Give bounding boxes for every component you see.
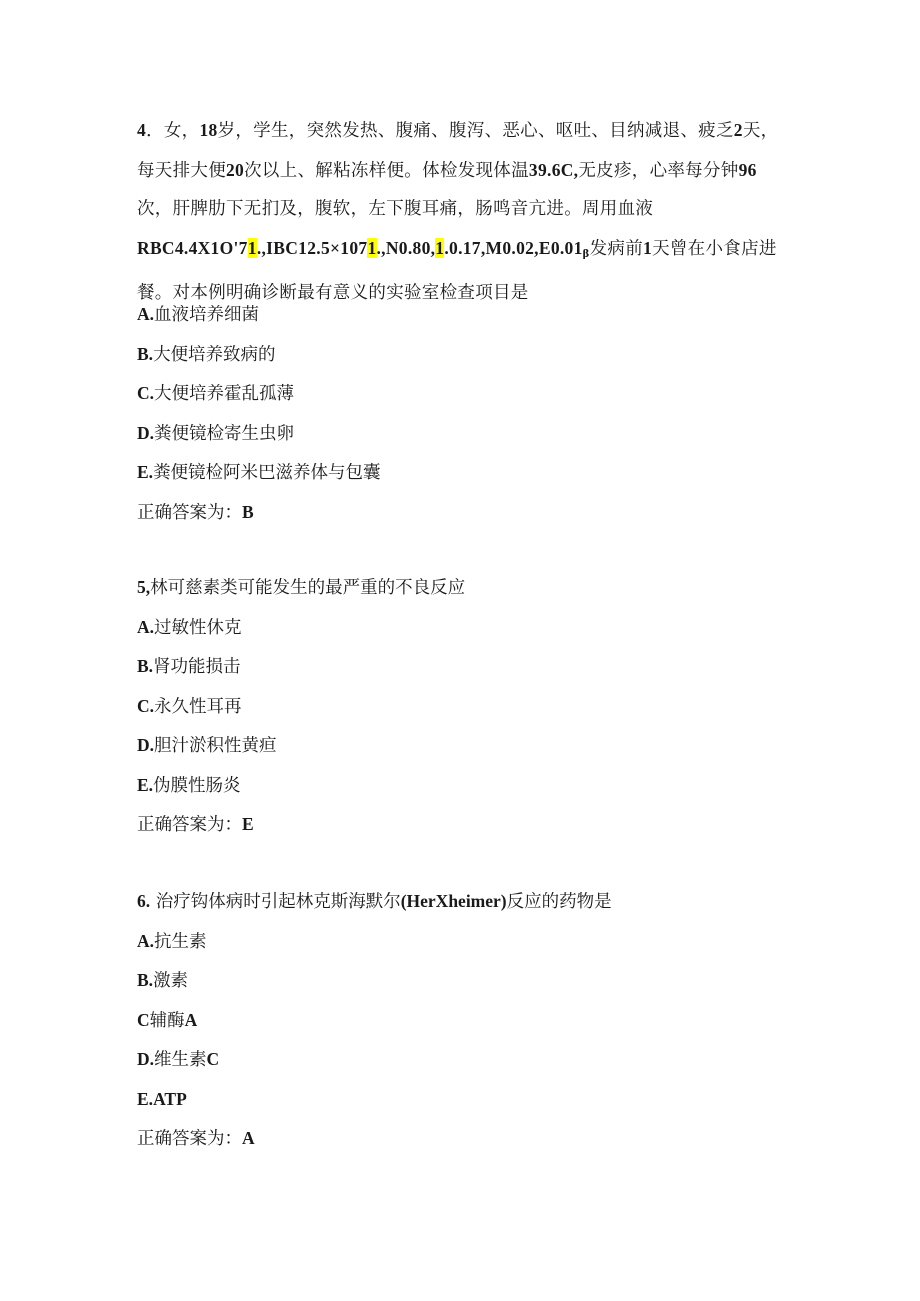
- option-a: A.血液培养细菌: [137, 304, 260, 325]
- option-c: C.大便培养霍乱孤薄: [137, 383, 295, 404]
- option-e: E.粪便镜检阿米巴滋养体与包囊: [137, 462, 381, 483]
- option-d: D.维生素C: [137, 1049, 220, 1070]
- answer-value: B: [242, 501, 254, 522]
- question-5: [137, 568, 787, 845]
- answer-line: 正确答案为：B: [137, 501, 254, 523]
- option-c: C辅酶A: [137, 1009, 198, 1031]
- highlight-mark: 1: [247, 237, 257, 258]
- option-e: E.ATP: [137, 1088, 187, 1109]
- option-e: E.伪膜性肠炎: [137, 774, 241, 796]
- answer-line: 正确答案为：A: [137, 1128, 255, 1149]
- option-d: D.胆汁淤积性黄疸: [137, 735, 277, 756]
- answer-line: 正确答案为：E: [137, 814, 254, 835]
- question-number: 4: [137, 120, 147, 140]
- highlight-mark: 1: [367, 237, 377, 258]
- question-4-stem: 4．女，18岁，学生，突然发热、腹痛、腹泻、恶心、呕吐、目纳减退、疲乏2天，每天排大便20次以上、解粘冻样便。体检发现体温39.6C,无皮疹，心率每分钟96次，肝脾肋下无扪及，腹软，左下腹耳痛，肠鸣音亢进。周用血液 $RBC4.4X1O'71.,IBC12.5\times 1071.,N0.80,1.0.17,M0.02,E0.01_\beta$发病前1天曾在小食店进餐。对本例明确诊断最有意义的实验室检查项目是: [137, 120, 779, 303]
- option-b: B.肾功能损击: [137, 656, 241, 677]
- question-4: [137, 111, 787, 313]
- question-4-options: [137, 295, 787, 532]
- question-6-stem: 6. 治疗钩体病时引起林克斯海默尔(HerXheimer)反应的药物是: [137, 891, 612, 912]
- question-number: 6.: [137, 891, 151, 911]
- option-a: A.过敏性休克: [137, 616, 242, 638]
- question-number: 5,: [137, 577, 151, 597]
- answer-value: A: [242, 1128, 255, 1148]
- question-5-stem: 5,林可慈素类可能发生的最严重的不良反应: [137, 577, 466, 598]
- option-b: B.大便培养致病的: [137, 343, 276, 365]
- option-a: A.抗生素: [137, 930, 207, 952]
- highlight-mark: 1: [435, 237, 445, 258]
- answer-value: E: [242, 814, 254, 834]
- option-b: B.激素: [137, 970, 189, 991]
- option-c: C.永久性耳再: [137, 695, 242, 717]
- option-d: D.粪便镜检寄生虫卵: [137, 422, 295, 444]
- question-6: [137, 882, 787, 1159]
